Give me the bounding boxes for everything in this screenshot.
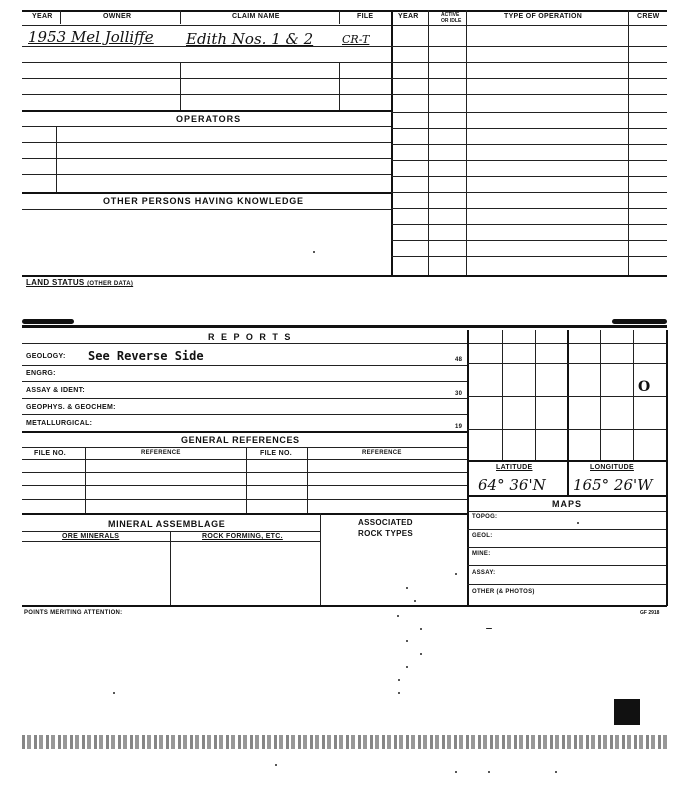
longitude-value: 165° 26'W [573,476,653,494]
rock-types-label: ROCK TYPES [358,529,414,538]
header-or-idle: OR IDLE [441,18,462,24]
maps-mine: MINE: [472,551,491,557]
rock-forming-label: ROCK FORMING, ETC. [202,533,283,540]
header-year-2: YEAR [398,13,419,20]
scan-dot [113,692,115,694]
maps-other: OTHER (& PHOTOS) [472,589,535,595]
header-owner: OWNER [103,13,132,20]
scan-dot [455,771,457,773]
associated-label: ASSOCIATED [358,518,413,527]
geology-label: GEOLOGY: [26,353,66,360]
num-48: 48 [455,357,463,363]
geophys-label: GEOPHYS. & GEOCHEM: [26,404,116,411]
scan-dot [577,522,579,524]
land-status-text: LAND STATUS [26,278,85,287]
form-number: GF 2918 [640,610,660,616]
num-19: 19 [455,424,463,430]
land-status-sub: (OTHER DATA) [87,281,134,287]
scan-dot [555,771,557,773]
mineral-assemblage-heading: MINERAL ASSEMBLAGE [108,519,226,529]
scan-dot [313,251,315,253]
claim-entry-claim-name: Edith Nos. 1 & 2 [186,30,314,48]
general-references-heading: GENERAL REFERENCES [181,435,300,445]
scan-black-mark [614,699,640,725]
header-active: ACTIVE [441,12,460,18]
scan-dot [398,679,400,681]
scan-bar-left [22,319,74,324]
scan-dot [420,653,422,655]
scan-dot [486,628,492,629]
scan-dot [406,666,408,668]
scan-dot [398,692,400,694]
maps-assay: ASSAY: [472,570,496,576]
ref-reference-1: REFERENCE [141,450,181,456]
header-type-of-operation: TYPE OF OPERATION [504,13,583,20]
longitude-label: LONGITUDE [590,464,634,471]
scan-dot [406,640,408,642]
ref-file-no-2: FILE NO. [260,450,292,457]
scan-dot [488,771,490,773]
scan-dot [406,587,408,589]
points-meriting-attention: POINTS MERITING ATTENTION: [24,610,123,616]
latitude-value: 64° 36'N [478,476,546,494]
other-persons-heading: OTHER PERSONS HAVING KNOWLEDGE [103,196,304,206]
header-crew: CREW [637,13,660,20]
header-claim-name: CLAIM NAME [232,13,280,20]
claim-entry-file: CR-T [342,33,370,46]
reports-heading: R E P O R T S [208,332,293,342]
metallurgical-label: METALLURGICAL: [26,420,93,427]
claim-entry-year-owner: 1953 Mel Jolliffe [28,28,154,46]
scan-dot [420,628,422,630]
maps-heading: MAPS [552,499,583,509]
scan-bar-right [612,319,667,324]
ore-minerals-label: ORE MINERALS [62,533,120,540]
scan-dot [275,764,277,766]
ref-file-no-1: FILE NO. [34,450,66,457]
header-year: YEAR [32,13,53,20]
grid-mark: O [638,379,651,395]
scan-noise-band [22,735,667,749]
scan-dot [414,600,416,602]
scan-dot [397,615,399,617]
num-30: 30 [455,391,463,397]
ref-reference-2: REFERENCE [362,450,402,456]
latitude-label: LATITUDE [496,464,533,471]
maps-topog: TOPOG: [472,514,498,520]
land-status-label [26,278,133,287]
operators-heading: OPERATORS [176,114,242,124]
assay-label: ASSAY & IDENT: [26,387,86,394]
maps-geol: GEOL: [472,533,493,539]
geology-value: See Reverse Side [88,349,204,363]
engrg-label: ENGRG: [26,370,56,377]
header-file: FILE [357,13,374,20]
scan-dot [455,573,457,575]
